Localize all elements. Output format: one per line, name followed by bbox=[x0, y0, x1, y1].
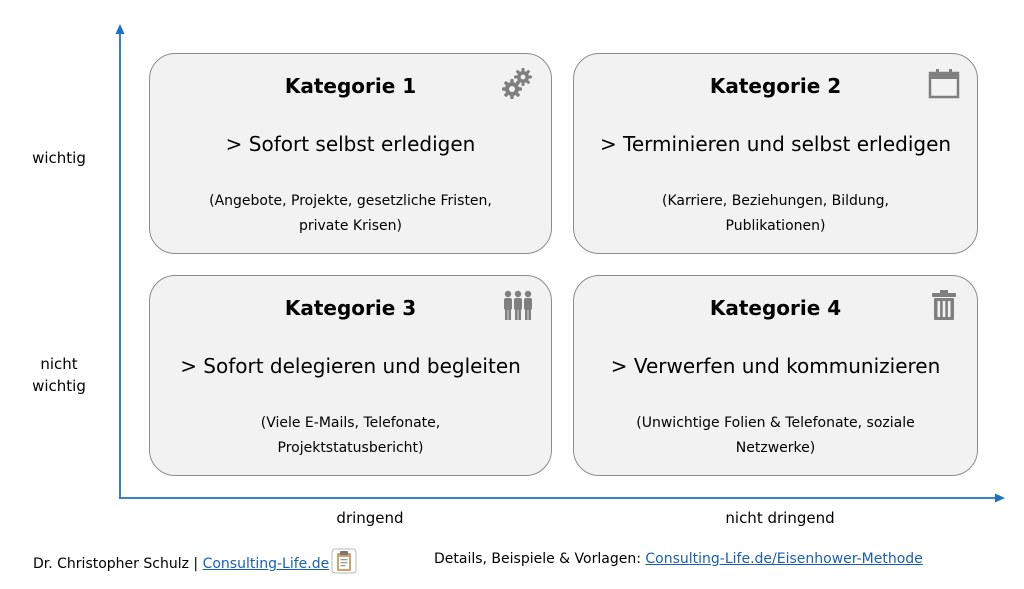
author-website-link[interactable]: Consulting-Life.de bbox=[202, 556, 330, 572]
quadrant-action: > Sofort delegieren und begleiten bbox=[180, 354, 521, 378]
quadrant-title: Kategorie 1 bbox=[284, 74, 417, 98]
quadrant-examples bbox=[594, 411, 957, 461]
quadrant-title: Kategorie 4 bbox=[709, 296, 842, 320]
y-label-not-important-line1: nicht bbox=[40, 355, 78, 373]
trash-icon bbox=[927, 288, 961, 322]
quadrant-examples bbox=[594, 189, 957, 239]
quadrant-3 bbox=[149, 275, 552, 476]
quadrant-action: > Verwerfen und kommunizieren bbox=[610, 354, 941, 378]
quadrant-examples bbox=[170, 189, 531, 239]
examples-line2: Publikationen) bbox=[725, 218, 826, 234]
examples-line1: (Unwichtige Folien & Telefonate, soziale bbox=[636, 415, 915, 431]
y-axis-arrowhead bbox=[116, 24, 125, 34]
quadrant-examples bbox=[170, 411, 531, 461]
quadrant-title: Kategorie 3 bbox=[284, 296, 417, 320]
clipboard-icon[interactable] bbox=[331, 548, 357, 574]
y-label-important bbox=[20, 147, 98, 169]
x-label-not-urgent: nicht dringend bbox=[725, 509, 835, 527]
x-axis-arrowhead bbox=[995, 494, 1005, 503]
examples-line1: (Angebote, Projekte, gesetzliche Fristen, bbox=[209, 193, 492, 209]
quadrant-action: > Sofort selbst erledigen bbox=[225, 132, 476, 156]
footer-author bbox=[33, 551, 357, 577]
people-icon bbox=[501, 288, 535, 322]
calendar-icon bbox=[927, 66, 961, 100]
footer-author-text: Dr. Christopher Schulz | bbox=[33, 556, 203, 572]
x-label-urgent: dringend bbox=[336, 509, 404, 527]
y-label-important-text: wichtig bbox=[32, 149, 86, 167]
examples-line1: (Viele E-Mails, Telefonate, bbox=[260, 415, 441, 431]
examples-line2: Projektstatusbericht) bbox=[277, 440, 424, 456]
quadrant-1 bbox=[149, 53, 552, 254]
gears-icon bbox=[501, 66, 535, 100]
examples-line1: (Karriere, Beziehungen, Bildung, bbox=[661, 193, 890, 209]
y-label-not-important bbox=[20, 353, 98, 397]
details-link[interactable]: Consulting-Life.de/Eisenhower-Methode bbox=[645, 551, 923, 567]
quadrant-action: > Terminieren und selbst erledigen bbox=[599, 132, 952, 156]
footer-details bbox=[434, 551, 923, 567]
footer-details-label: Details, Beispiele & Vorlagen: bbox=[434, 551, 646, 567]
quadrant-title: Kategorie 2 bbox=[709, 74, 842, 98]
y-label-not-important-line2: wichtig bbox=[32, 377, 86, 395]
examples-line2: private Krisen) bbox=[298, 218, 403, 234]
examples-line2: Netzwerke) bbox=[735, 440, 816, 456]
quadrant-4 bbox=[573, 275, 978, 476]
quadrant-2 bbox=[573, 53, 978, 254]
